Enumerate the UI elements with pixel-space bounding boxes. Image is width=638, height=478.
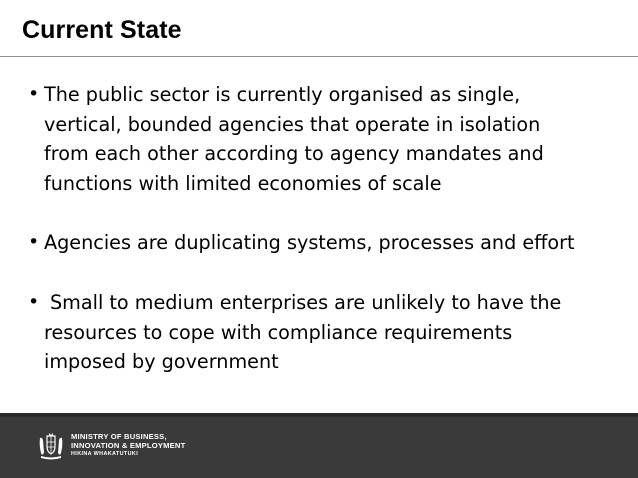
bullet-item (28, 80, 628, 198)
bullet-line: vertical, bounded agencies that operate in isolation (44, 112, 541, 136)
bullet-item (28, 228, 628, 258)
bullet-text (44, 228, 628, 258)
bullet-line: Agencies are duplicating systems, processes and effort (44, 231, 575, 255)
bullet-dot: • (28, 83, 40, 105)
bullet-line: The public sector is currently organised as single, (44, 83, 521, 106)
bullet-line: from each other according to agency mandates and (44, 142, 544, 166)
bullet-line: Small to medium enterprises are unlikely to have the (50, 290, 562, 314)
bullet-line: imposed by government (44, 350, 279, 374)
bullet-dot: • (28, 290, 40, 313)
bullet-list (28, 80, 628, 377)
org-name (71, 432, 185, 458)
bullet-dot: • (28, 231, 40, 254)
footer-edge (0, 413, 638, 417)
org-name-line: INNOVATION & EMPLOYMENT (71, 441, 186, 450)
footer-bar (0, 413, 638, 478)
bullet-line: resources to cope with compliance requirements (44, 320, 513, 344)
bullet-text (44, 80, 628, 198)
slide-title: Current State (22, 16, 182, 44)
bullet-item (28, 288, 628, 377)
bullet-line: functions with limited economies of scale (44, 171, 442, 195)
nz-coat-of-arms-icon (36, 431, 66, 461)
title-divider (0, 56, 638, 57)
bullet-text (44, 288, 628, 377)
org-maori-name: HIKINA WHAKATUTUKI (71, 451, 139, 457)
org-name-line: MINISTRY OF BUSINESS, (71, 432, 167, 441)
